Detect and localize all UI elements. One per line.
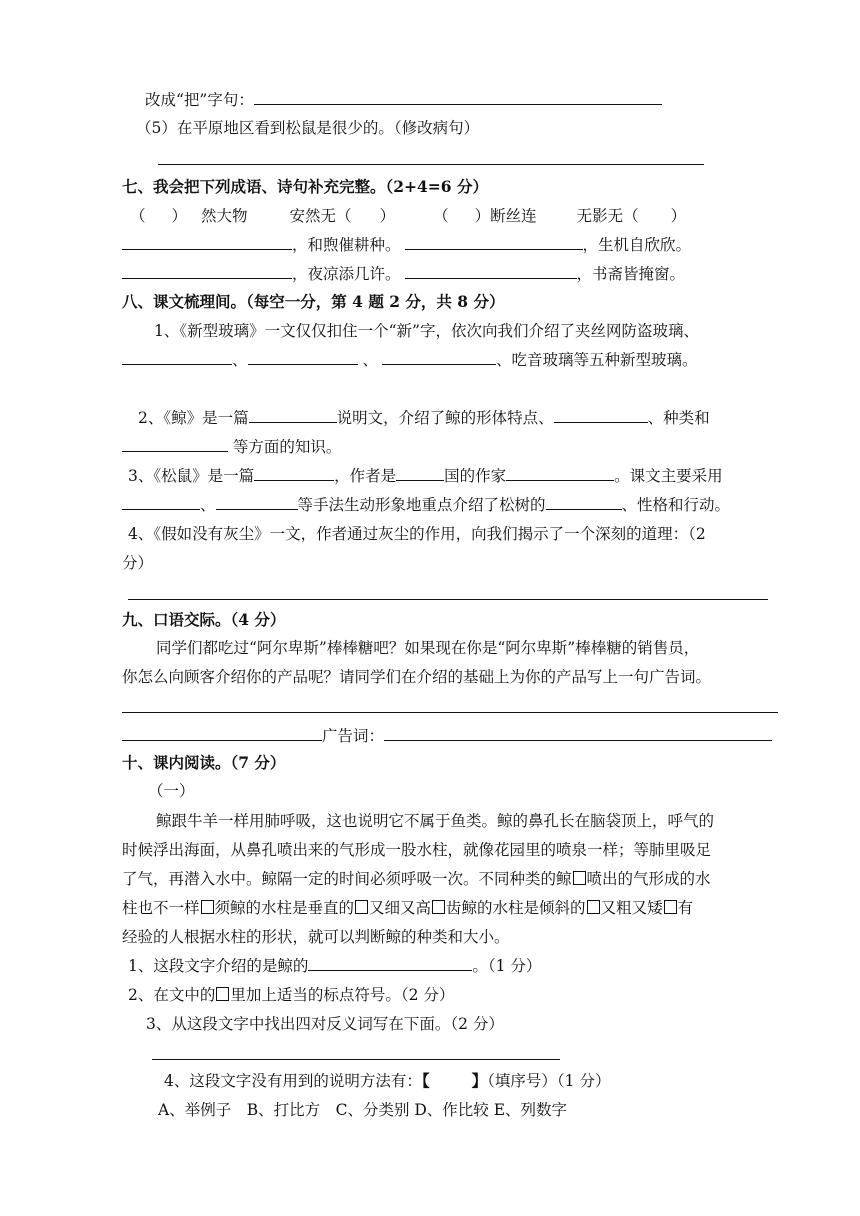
q4-score: （填序号）（1 分） — [487, 1072, 611, 1090]
s10-options: A、举例子 B、打比方 C、分类别 D、作比较 E、列数字 — [158, 1101, 568, 1119]
reading-line-2: 时候浮出海面，从鼻孔喷出来的气形成一股水柱，就像花园里的喷泉一样；等肺里吸足 — [122, 841, 712, 859]
idiom-2: 安然无（ — [289, 207, 352, 225]
answer-blank[interactable] — [254, 465, 334, 481]
q3-text-1: 3、《松鼠》是一篇 — [128, 467, 255, 485]
idiom-3-rest: ）断丝连 — [474, 207, 537, 225]
reading-text: 柱也不一样 — [122, 899, 200, 917]
answer-blank[interactable] — [122, 725, 322, 741]
poem-blank-1[interactable] — [122, 234, 292, 250]
poem-text-1b: ，生机自欣欣。 — [582, 236, 692, 254]
s9-para-2: 你怎么向顾客介绍你的产品呢？请同学们在介绍的基础上为你的产品写上一句广告词。 — [122, 668, 712, 686]
q2-text-b: 里加上适当的标点符号。（2 分） — [230, 986, 455, 1004]
answer-blank[interactable] — [254, 89, 662, 105]
punct-box[interactable] — [587, 900, 600, 914]
s10-q1 — [128, 955, 541, 977]
answer-line[interactable] — [152, 1059, 560, 1060]
answer-blank[interactable] — [396, 465, 444, 481]
q3-text-5: 等手法生动形象地重点介绍了松树的 — [297, 496, 546, 514]
poem-blank-4[interactable] — [405, 263, 577, 279]
s8-q2-line2 — [122, 436, 341, 458]
s10-q3: 3、从这段文字中找出四对反义词写在下面。（2 分） — [146, 1015, 504, 1033]
idiom-4: 无影无（ — [576, 207, 639, 225]
section-7-title: 七、我会把下列成语、诗句补充完整。（2+4=6 分） — [122, 177, 488, 196]
box-glyph — [216, 987, 229, 1001]
q1-end: 、吃音玻璃等五种新型玻璃。 — [495, 351, 698, 369]
bracket-close: 】 — [471, 1071, 488, 1090]
question-5: （5）在平原地区看到松鼠是很少的。（修改病句） — [136, 119, 480, 137]
s8-q2-line1 — [138, 407, 710, 429]
punct-box[interactable] — [432, 900, 445, 914]
sep: 、 — [200, 496, 216, 514]
poem-blank-3[interactable] — [122, 263, 292, 279]
punct-box[interactable] — [355, 900, 368, 914]
answer-blank[interactable] — [122, 436, 228, 452]
answer-blank[interactable] — [248, 349, 358, 365]
s9-para-1: 同学们都吃过“阿尔卑斯”棒棒糖吧？如果现在你是“阿尔卑斯”棒棒糖的销售员， — [156, 639, 700, 657]
s8-q3-line1 — [128, 465, 723, 487]
answer-blank[interactable] — [554, 407, 648, 423]
q3-text-2: ，作者是 — [334, 467, 397, 485]
reading-text: 了气，再潜入水中。鲸隔一定的时间必须呼吸一次。不同种类的鲸 — [122, 870, 572, 888]
sep: 、 — [357, 351, 378, 369]
answer-blank[interactable] — [122, 494, 200, 510]
reading-text: 喷出的气形成的水 — [586, 870, 711, 888]
poem-line-2 — [122, 263, 685, 285]
q2-text: 2、在文中的 — [128, 986, 216, 1004]
rewrite-ba-line — [145, 89, 662, 111]
ad-blank[interactable] — [384, 725, 772, 741]
q3-text-3: 国的作家 — [444, 467, 507, 485]
reading-text: 有 — [677, 899, 694, 917]
s9-ad-line — [122, 725, 772, 747]
punct-box[interactable] — [664, 900, 677, 914]
q2-text-4: 等方面的知识。 — [228, 438, 342, 456]
reading-line-4 — [122, 897, 693, 919]
bracket-open: 【 — [421, 1071, 430, 1090]
section-10-title: 十、课内阅读。（7 分） — [122, 753, 286, 772]
ad-label: 广告词： — [322, 727, 385, 745]
answer-line[interactable] — [122, 712, 778, 713]
punct-box[interactable] — [573, 871, 586, 885]
q4-text: 4、这段文字没有用到的说明方法有： — [164, 1072, 422, 1090]
q2-text-1: 2、《鲸》是一篇 — [138, 409, 249, 427]
reading-text: 须鲸的水柱是垂直的 — [214, 899, 355, 917]
q1-text: 1、这段文字介绍的是鲸的 — [128, 957, 309, 975]
s8-q4-line1: 4、《假如没有灰尘》一文，作者通过灰尘的作用，向我们揭示了一个深刻的道理：（2 — [128, 525, 706, 543]
rewrite-ba-label: 改成“把”字句： — [145, 91, 254, 109]
s8-q1-line1: 1、《新型玻璃》一文仅仅扣住一个“新”字，依次向我们介绍了夹丝网防盗玻璃、 — [154, 322, 699, 340]
s10-q2 — [128, 984, 454, 1006]
section-8-title: 八、课文梳理间。（每空一分，第 4 题 2 分，共 8 分） — [122, 292, 505, 311]
reading-line-3 — [122, 868, 711, 890]
s10-sub: （一） — [148, 782, 195, 800]
answer-blank[interactable] — [546, 494, 622, 510]
answer-blank[interactable] — [308, 955, 472, 971]
answer-blank[interactable] — [382, 349, 496, 365]
reading-text: 齿鲸的水柱是倾斜的 — [446, 899, 586, 917]
idiom-4-close: ） — [670, 207, 687, 225]
answer-blank[interactable] — [122, 349, 232, 365]
idiom-3-open: （ — [433, 207, 449, 225]
sep: 、 — [232, 351, 248, 369]
idiom-1-rest: 然大物 — [201, 207, 248, 225]
poem-line-1 — [122, 234, 691, 256]
poem-blank-2[interactable] — [405, 234, 583, 250]
s10-q4 — [164, 1070, 610, 1092]
punct-box[interactable] — [201, 900, 214, 914]
s8-q3-line2 — [122, 494, 730, 516]
poem-text-2b: ，书斋皆掩窗。 — [576, 265, 686, 283]
answer-line[interactable] — [158, 164, 704, 165]
answer-line[interactable] — [128, 599, 768, 600]
answer-blank[interactable] — [216, 494, 298, 510]
idiom-2-close: ） — [379, 207, 396, 225]
answer-blank[interactable] — [506, 465, 614, 481]
idiom-row — [130, 205, 686, 227]
reading-line-5: 经验的人根据水柱的形状，就可以判断鲸的种类和大小。 — [122, 928, 510, 946]
poem-text-2a: ，夜凉添几许。 — [292, 265, 401, 283]
q3-text-6: 、性格和行动。 — [621, 496, 731, 514]
section-9-title: 九、口语交际。（4 分） — [122, 610, 286, 629]
reading-text: 又细又高 — [369, 899, 432, 917]
q2-text-3: 、种类和 — [647, 409, 710, 427]
s8-q1-line2 — [122, 349, 697, 371]
poem-text-1a: ，和煦催耕种。 — [292, 236, 401, 254]
reading-text: 又粗又矮 — [600, 899, 663, 917]
reading-line-1: 鲸跟牛羊一样用肺呼吸，这也说明它不属于鱼类。鲸的鼻孔长在脑袋顶上，呼气的 — [156, 812, 715, 830]
q2-text-2: 说明文，介绍了鲸的形体特点、 — [336, 409, 554, 427]
q1-score: 。（1 分） — [472, 957, 542, 975]
answer-blank[interactable] — [249, 407, 337, 423]
q3-text-4: 。课文主要采用 — [614, 467, 723, 485]
idiom-1-close: ） — [171, 207, 188, 225]
idiom-1-open: （ — [130, 207, 146, 225]
s8-q4-line2: 分） — [122, 554, 154, 572]
